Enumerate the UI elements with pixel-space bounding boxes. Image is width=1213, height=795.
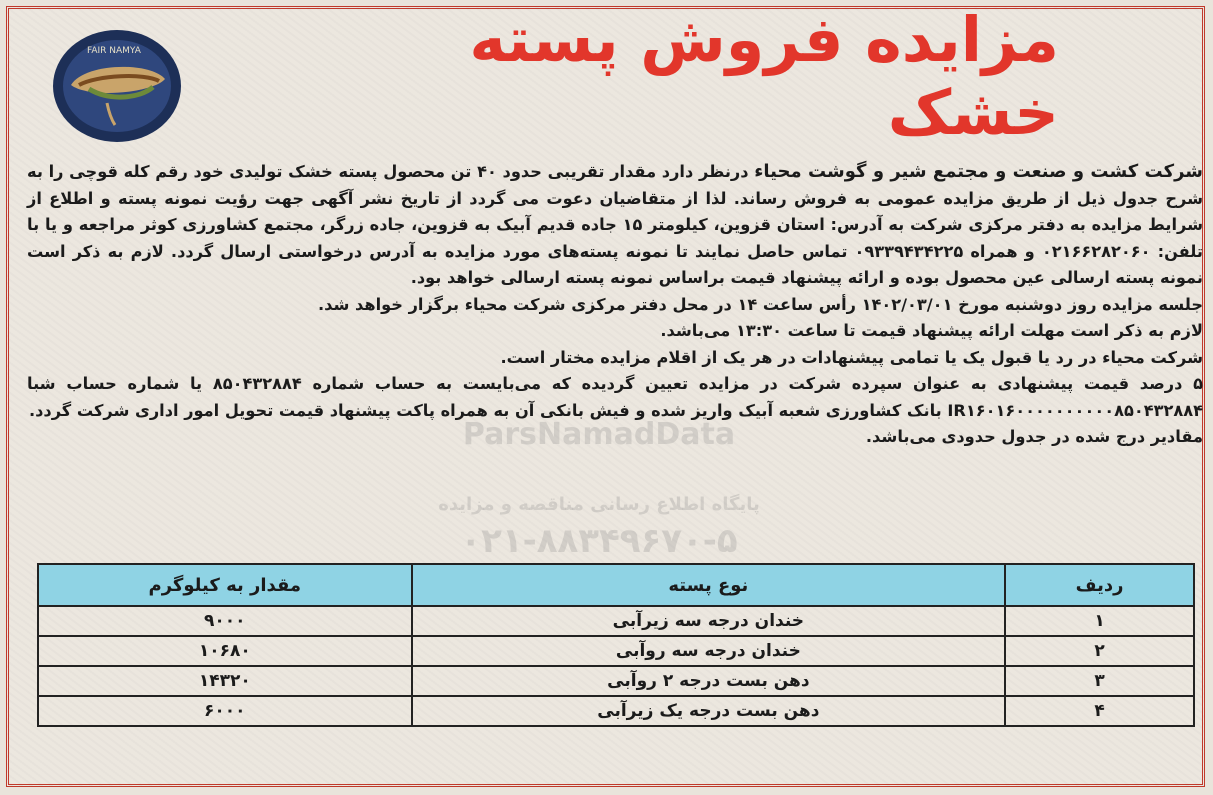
advertisement-sheet [6, 3, 1205, 787]
pistachio-type: دهن بست درجه ۲ روآبی [412, 666, 1006, 696]
table-header-row [38, 564, 1194, 606]
intro-text: درنظر دارد مقدار تقریبی حدود ۴۰ تن محصول پسته خشک تولیدی خود رقم کله قوچی را به شرح جدول ذیل از طریق مزایده عمومی به فروش رساند. لذا از متقاضیان دعوت می گردد از تاریخ نشر آگهی جهت رؤیت نمونه پسته و اطلاع از شرایط مزایده به دفتر مرکزی شرکت به آدرس: استان قزوین، کیلومتر ۱۵ جاده قدیم آبیک به قزوین، جاده زرگر، مجتمع کشاورزی کوثر مراجعه و یا با تلفن: ۰۲۱۶۶۲۸۲۰۶۰ و همراه ۰۹۳۳۹۴۳۴۲۲۵ تماس حاصل نمایند تا نمونه پسته‌های مورد مزایده به آدرس درخواستی ارسال گردد. لازم به ذکر است نمونه پسته ارسالی عین محصول بوده و ارائه پیشنهاد قیمت براساس نمونه پسته ارسالی خواهد بود. [27, 162, 1203, 287]
header-quantity: مقدار به کیلوگرم [38, 564, 412, 606]
intro-paragraph [27, 159, 1203, 292]
pistachio-type: خندان درجه سه زیرآبی [412, 606, 1006, 636]
watermark-tagline: پایگاه اطلاع رسانی مناقصه و مزایده [438, 494, 760, 515]
table-row [38, 666, 1194, 696]
header-pistachio-type: نوع پسته [412, 564, 1006, 606]
page-title: مزایده فروش پسته خشک [469, 3, 1059, 149]
pistachio-table [37, 563, 1195, 727]
row-number: ۲ [1005, 636, 1194, 666]
deposit-paragraph: ۵ درصد قیمت پیشنهادی به عنوان سپرده شرکت در مزایده تعیین گردیده که می‌بایست به حساب شماره ۸۵۰۴۳۲۸۸۴ یا شماره حساب شبا IR۱۶۰۱۶۰۰۰۰۰۰۰۰۰۰۸۵۰۴۳۲۸۸۴ بانک کشاورزی شعبه آبیک واریز شده و فیش بانکی آن به همراه پاکت پیشنهاد قیمت تحویل امور اداری شرکت گردد. [27, 374, 1203, 420]
table-row [38, 696, 1194, 726]
deadline-paragraph: لازم به ذکر است مهلت ارائه پیشنهاد قیمت تا ساعت ۱۳:۳۰ می‌باشد. [660, 321, 1203, 340]
logo-text: FAIR NAMYA [87, 46, 141, 56]
row-number: ۱ [1005, 606, 1194, 636]
table-row [38, 636, 1194, 666]
table-row [38, 606, 1194, 636]
pistachio-type: دهن بست درجه یک زیرآبی [412, 696, 1006, 726]
row-number: ۴ [1005, 696, 1194, 726]
quantities-note: مقادیر درج شده در جدول حدودی می‌باشد. [865, 427, 1203, 446]
row-number: ۳ [1005, 666, 1194, 696]
rights-paragraph: شرکت محیاء در رد یا قبول یک یا تمامی پیشنهادات در هر یک از اقلام مزایده مختار است. [500, 347, 1203, 367]
quantity: ۶۰۰۰ [38, 696, 412, 726]
quantity: ۱۴۳۲۰ [38, 666, 412, 696]
quantity: ۱۰۶۸۰ [38, 636, 412, 666]
company-name: شرکت کشت و صنعت و مجتمع شیر و گوشت محیاء [754, 161, 1203, 182]
announcement-body [27, 159, 1203, 451]
session-paragraph: جلسه مزایده روز دوشنبه مورخ ۱۴۰۲/۰۳/۰۱ رأس ساعت ۱۴ در محل دفتر مرکزی شرکت محیاء برگزار خواهد شد. [317, 294, 1203, 314]
quantity: ۹۰۰۰ [38, 606, 412, 636]
watermark-phone: ۰۲۱-۸۸۳۴۹۶۷۰-۵ [460, 521, 738, 561]
watermark-brand: ParsNamadData [462, 417, 736, 452]
pistachio-type: خندان درجه سه روآبی [412, 636, 1006, 666]
header-row-number: ردیف [1005, 564, 1194, 606]
pistachio-logo-icon [49, 27, 185, 145]
